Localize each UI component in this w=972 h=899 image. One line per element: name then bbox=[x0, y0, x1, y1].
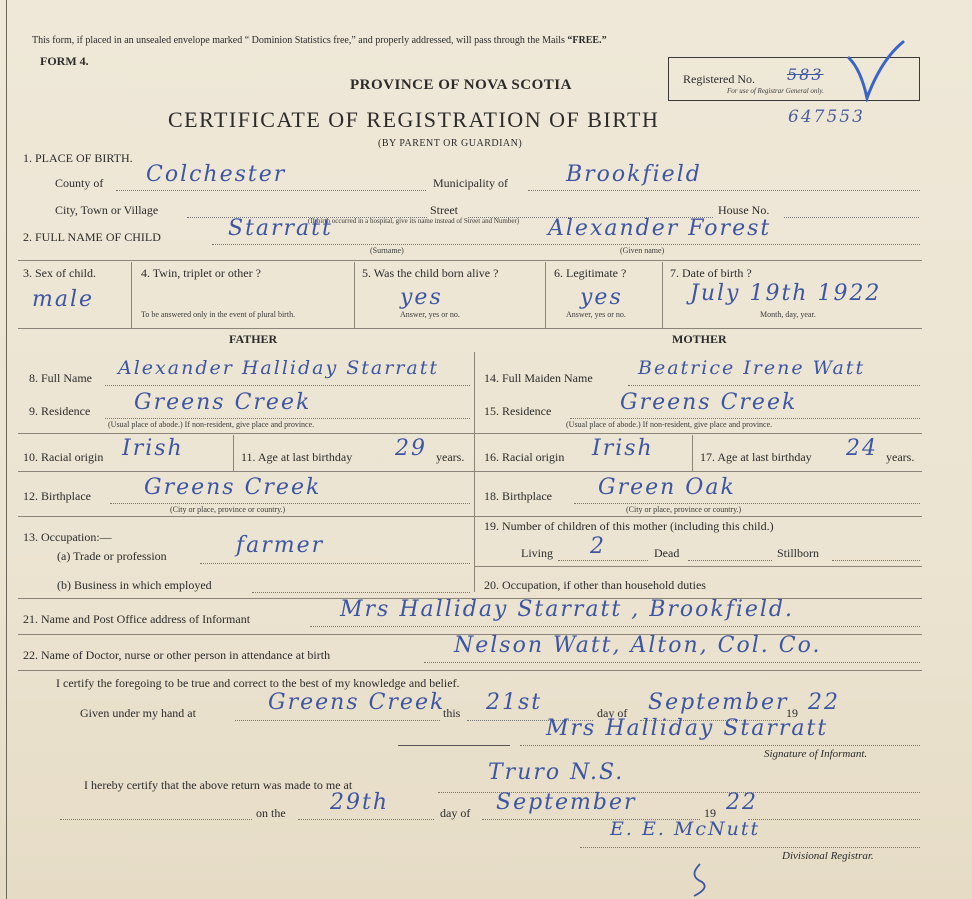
doctor-value: Nelson Watt, Alton, Col. Co. bbox=[454, 633, 822, 658]
row-divider bbox=[18, 516, 474, 517]
trade-label: (a) Trade or profession bbox=[57, 549, 167, 563]
father-residence-note: (Usual place of abode.) If non-resident, give place and province. bbox=[108, 420, 315, 429]
occupation-label: 13. Occupation:— bbox=[23, 530, 112, 544]
row-divider bbox=[18, 471, 474, 472]
mother-residence-label: 15. Residence bbox=[484, 404, 552, 418]
city-label: City, Town or Village bbox=[55, 203, 159, 217]
dob-note: Month, day, year. bbox=[760, 310, 816, 319]
row-divider-top bbox=[18, 260, 922, 261]
father-residence-line bbox=[105, 418, 470, 419]
municipality-line bbox=[528, 190, 920, 191]
postal-notice-text: This form, if placed in an unsealed envelope marked “ Dominion Statistics free,” and properly addressed, will pass through the Mails bbox=[32, 35, 565, 46]
child-given-name: Alexander Forest bbox=[548, 216, 772, 241]
row-divider bbox=[18, 433, 474, 434]
signature-line bbox=[520, 745, 920, 746]
col-divider bbox=[354, 262, 355, 328]
form-number: FORM 4. bbox=[40, 54, 89, 68]
certificate-subtitle: (BY PARENT OR GUARDIAN) bbox=[378, 138, 523, 149]
twin-label: 4. Twin, triplet or other ? bbox=[141, 266, 261, 280]
father-racial-label: 10. Racial origin bbox=[23, 450, 104, 464]
mother-birthplace-label: 18. Birthplace bbox=[484, 489, 552, 503]
doctor-label: 22. Name of Doctor, nurse or other person in attendance at birth bbox=[23, 648, 331, 662]
father-birthplace-label: 12. Birthplace bbox=[23, 489, 91, 503]
registered-label: Registered No. bbox=[683, 72, 755, 86]
col-divider bbox=[545, 262, 546, 328]
this-label: this bbox=[443, 706, 461, 720]
col-divider bbox=[692, 435, 693, 471]
reg-month-value: September bbox=[496, 790, 637, 815]
child-name-label: 2. FULL NAME OF CHILD bbox=[23, 230, 161, 244]
day-of-label: day of bbox=[597, 706, 628, 720]
reg-day-value: 29th bbox=[330, 790, 390, 815]
mother-racial-value: Irish bbox=[592, 436, 654, 461]
mother-residence-line bbox=[570, 418, 920, 419]
mother-residence-note: (Usual place of abode.) If non-resident, give place and province. bbox=[566, 420, 773, 429]
alive-value: yes bbox=[400, 285, 443, 310]
living-line bbox=[558, 560, 648, 561]
father-racial-value: Irish bbox=[122, 436, 184, 461]
father-name-line bbox=[105, 385, 470, 386]
row-divider bbox=[474, 433, 922, 434]
certificate-title: CERTIFICATE OF REGISTRATION OF BIRTH bbox=[168, 107, 660, 132]
alive-label: 5. Was the child born alive ? bbox=[362, 266, 499, 280]
registered-value: 583 bbox=[787, 65, 824, 84]
father-residence-label: 9. Residence bbox=[29, 404, 91, 418]
county-line bbox=[116, 190, 426, 191]
father-residence-value: Greens Creek bbox=[134, 390, 312, 415]
trade-line bbox=[200, 563, 470, 564]
father-name-label: 8. Full Name bbox=[29, 371, 92, 385]
row-divider bbox=[18, 670, 922, 671]
mother-name-value: Beatrice Irene Watt bbox=[638, 357, 866, 379]
mother-name-line bbox=[628, 385, 920, 386]
business-label: (b) Business in which employed bbox=[57, 578, 212, 592]
trade-value: farmer bbox=[236, 533, 325, 558]
place-section-label: 1. PLACE OF BIRTH. bbox=[23, 151, 133, 165]
father-birthplace-line bbox=[110, 503, 470, 504]
row-divider bbox=[474, 516, 922, 517]
twin-note: To be answered only in the event of plural birth. bbox=[141, 310, 296, 319]
row-divider bbox=[474, 471, 922, 472]
house-label: House No. bbox=[718, 203, 770, 217]
certify-statement: I certify the foregoing to be true and correct to the best of my knowledge and belief. bbox=[56, 676, 460, 690]
registrar-line bbox=[580, 847, 920, 848]
father-heading: FATHER bbox=[229, 332, 278, 346]
checkmark-icon bbox=[847, 40, 907, 102]
reg-tail-line bbox=[748, 819, 920, 820]
legitimate-value: yes bbox=[580, 285, 623, 310]
year-prefix: 19 bbox=[786, 706, 798, 720]
reg-year-value: 22 bbox=[726, 790, 758, 815]
signature-label: Signature of Informant. bbox=[764, 748, 868, 760]
month-value: September bbox=[648, 690, 789, 715]
mother-birthplace-note: (City or place, province or country.) bbox=[626, 505, 742, 514]
street-label: Street bbox=[430, 203, 458, 217]
municipality-value: Brookfield bbox=[566, 162, 702, 187]
informant-signature: Mrs Halliday Starratt bbox=[546, 716, 829, 741]
signature-rule bbox=[398, 745, 510, 746]
doctor-line bbox=[424, 662, 920, 663]
surname-note: (Surname) bbox=[370, 246, 404, 255]
registrar-use-note: For use of Registrar General only. bbox=[727, 87, 824, 95]
father-age-value: 29 bbox=[395, 436, 427, 461]
left-margin-line bbox=[6, 0, 7, 899]
mother-occupation-label: 20. Occupation, if other than household duties bbox=[484, 578, 706, 592]
row-divider bbox=[474, 566, 922, 567]
child-surname: Starratt bbox=[228, 216, 333, 241]
child-name-line bbox=[212, 244, 920, 245]
reg-day-line bbox=[298, 819, 434, 820]
house-line bbox=[784, 217, 919, 218]
col-divider bbox=[233, 435, 234, 471]
alive-note: Answer, yes or no. bbox=[400, 310, 460, 319]
legitimate-note: Answer, yes or no. bbox=[566, 310, 626, 319]
registrar-label: Divisional Registrar. bbox=[782, 850, 874, 862]
mother-years: years. bbox=[886, 450, 915, 464]
informant-line bbox=[310, 626, 920, 627]
dob-value: July 19th 1922 bbox=[690, 281, 882, 306]
dead-label: Dead bbox=[654, 546, 680, 560]
parents-divider bbox=[474, 352, 475, 592]
stillborn-line bbox=[832, 560, 920, 561]
county-value: Colchester bbox=[146, 162, 287, 187]
mother-birthplace-line bbox=[574, 503, 920, 504]
mother-name-label: 14. Full Maiden Name bbox=[484, 371, 593, 385]
postal-notice bbox=[32, 35, 607, 46]
children-count-label: 19. Number of children of this mother (including this child.) bbox=[484, 519, 774, 533]
on-the-label: on the bbox=[256, 806, 286, 820]
given-place-line bbox=[235, 720, 440, 721]
province-heading: PROVINCE OF NOVA SCOTIA bbox=[350, 77, 572, 93]
year-value: 22 bbox=[808, 690, 840, 715]
father-birthplace-value: Greens Creek bbox=[144, 475, 322, 500]
father-name-value: Alexander Halliday Starratt bbox=[118, 357, 439, 379]
sex-value: male bbox=[32, 287, 95, 312]
registrar-signature: E. E. McNutt bbox=[610, 818, 761, 840]
given-name-note: (Given name) bbox=[620, 246, 665, 255]
business-line bbox=[252, 592, 470, 593]
stillborn-label: Stillborn bbox=[777, 546, 820, 560]
free-label: “FREE.” bbox=[567, 35, 607, 46]
county-label: County of bbox=[55, 176, 104, 190]
mother-age-value: 24 bbox=[846, 436, 878, 461]
living-label: Living bbox=[521, 546, 553, 560]
day-value: 21st bbox=[486, 690, 543, 715]
mother-age-label: 17. Age at last birthday bbox=[700, 450, 812, 464]
row-divider bbox=[18, 328, 922, 329]
on-the-lead-line bbox=[60, 819, 252, 820]
dob-label: 7. Date of birth ? bbox=[670, 266, 752, 280]
informant-value: Mrs Halliday Starratt , Brookfield. bbox=[340, 597, 795, 622]
file-number: 647553 bbox=[788, 107, 865, 127]
mother-birthplace-value: Green Oak bbox=[598, 475, 736, 500]
ink-mark bbox=[680, 862, 720, 898]
reg-day-of-label: day of bbox=[440, 806, 471, 820]
mother-racial-label: 16. Racial origin bbox=[484, 450, 565, 464]
dead-line bbox=[688, 560, 772, 561]
reg-year-prefix: 19 bbox=[704, 806, 716, 820]
sex-label: 3. Sex of child. bbox=[23, 266, 96, 280]
living-value: 2 bbox=[590, 534, 606, 559]
col-divider bbox=[662, 262, 663, 328]
hereby-certify: I hereby certify that the above return was made to me at bbox=[84, 778, 353, 792]
given-place-value: Greens Creek bbox=[268, 690, 446, 715]
registered-number-box bbox=[668, 57, 920, 101]
father-years: years. bbox=[436, 450, 465, 464]
col-divider bbox=[131, 262, 132, 328]
legitimate-label: 6. Legitimate ? bbox=[554, 266, 627, 280]
hospital-note: (If birth occurred in a hospital, give its name instead of Street and Number) bbox=[308, 217, 520, 225]
mother-heading: MOTHER bbox=[672, 332, 727, 346]
hereby-place-value: Truro N.S. bbox=[488, 760, 625, 785]
given-under-label: Given under my hand at bbox=[80, 706, 196, 720]
father-birthplace-note: (City or place, province or country.) bbox=[170, 505, 286, 514]
municipality-label: Municipality of bbox=[433, 176, 508, 190]
mother-residence-value: Greens Creek bbox=[620, 390, 798, 415]
father-age-label: 11. Age at last birthday bbox=[241, 450, 353, 464]
informant-label: 21. Name and Post Office address of Informant bbox=[23, 612, 251, 626]
